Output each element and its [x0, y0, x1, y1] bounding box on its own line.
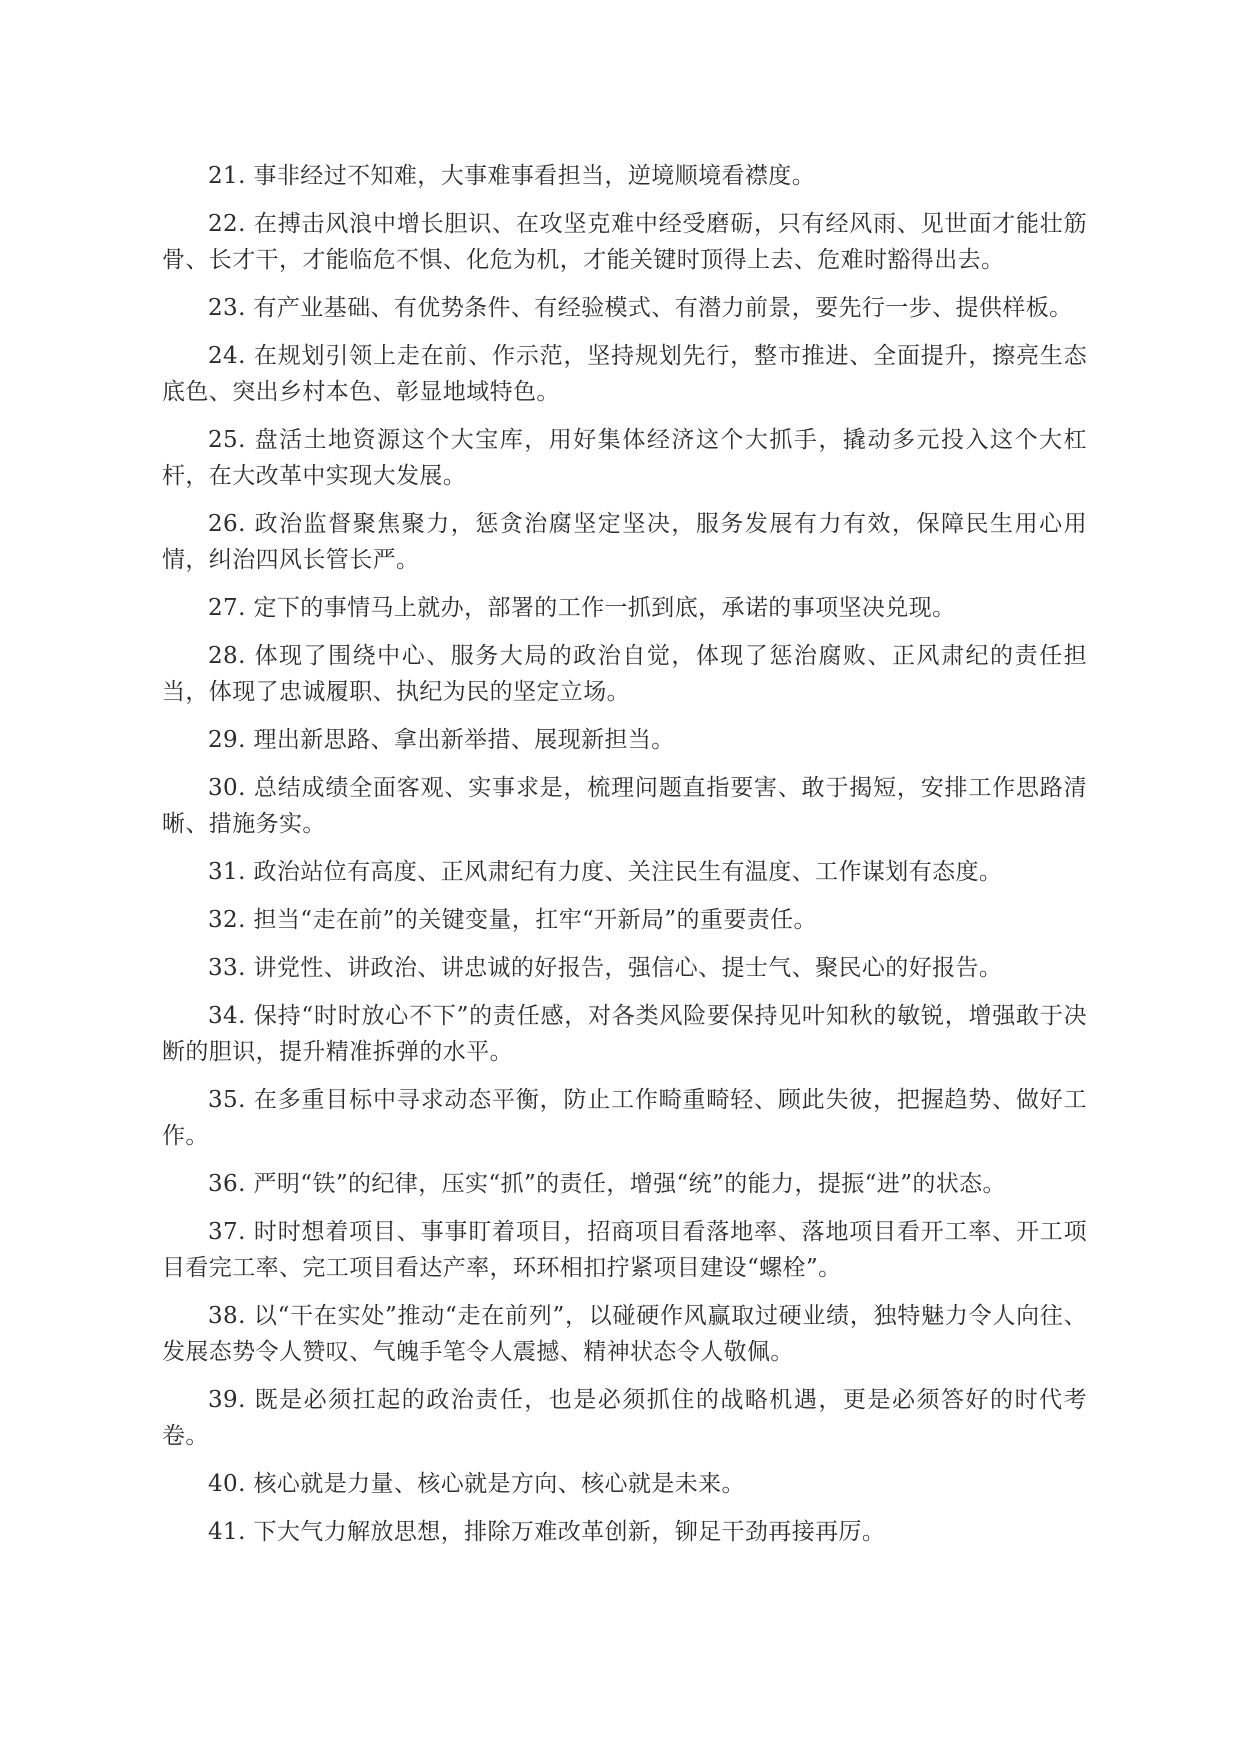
list-item: 36. 严明“铁”的纪律，压实“抓”的责任，增强“统”的能力，提振“进”的状态。 — [208, 1171, 1006, 1197]
list-item: 39. 既是必须扛起的政治责任，也是必须抓住的战略机遇，更是必须答好的时代考卷。 — [162, 1387, 1087, 1449]
list-item: 25. 盘活土地资源这个大宝库，用好集体经济这个大抓手，撬动多元投入这个大杠杆，在大改革中实现大发展。 — [162, 427, 1087, 489]
list-item: 37. 时时想着项目、事事盯着项目，招商项目看落地率、落地项目看开工率、开工项目看完工率、完工项目看达产率，环环相扣拧紧项目建设“螺栓”。 — [162, 1219, 1087, 1281]
list-item: 24. 在规划引领上走在前、作示范，坚持规划先行，整市推进、全面提升，擦亮生态底色、突出乡村本色、彰显地域特色。 — [162, 343, 1087, 405]
list-item: 33. 讲党性、讲政治、讲忠诚的好报告，强信心、提士气、聚民心的好报告。 — [208, 955, 1003, 981]
list-item: 22. 在搏击风浪中增长胆识、在攻坚克难中经受磨砺，只有经风雨、见世面才能壮筋骨、长才干，才能临危不惧、化危为机，才能关键时顶得上去、危难时豁得出去。 — [162, 211, 1087, 273]
list-item: 34. 保持“时时放心不下”的责任感，对各类风险要保持见叶知秋的敏锐，增强敢于决断的胆识，提升精准拆弹的水平。 — [162, 1003, 1087, 1065]
list-item: 28. 体现了围绕中心、服务大局的政治自觉，体现了惩治腐败、正风肃纪的责任担当，体现了忠诚履职、执纪为民的坚定立场。 — [162, 643, 1087, 705]
list-item: 35. 在多重目标中寻求动态平衡，防止工作畸重畸轻、顾此失彼，把握趋势、做好工作。 — [162, 1087, 1087, 1149]
list-item: 26. 政治监督聚焦聚力，惩贪治腐坚定坚决，服务发展有力有效，保障民生用心用情，纠治四风长管长严。 — [162, 511, 1087, 573]
list-item: 27. 定下的事情马上就办，部署的工作一抓到底，承诺的事项坚决兑现。 — [208, 595, 956, 621]
list-item: 21. 事非经过不知难，大事难事看担当，逆境顺境看襟度。 — [208, 163, 816, 189]
list-item: 32. 担当“走在前”的关键变量，扛牢“开新局”的重要责任。 — [208, 907, 817, 933]
text-body — [162, 158, 1087, 1562]
list-item: 40. 核心就是力量、核心就是方向、核心就是未来。 — [208, 1471, 745, 1497]
list-item: 23. 有产业基础、有优势条件、有经验模式、有潜力前景，要先行一步、提供样板。 — [208, 295, 1073, 321]
list-item: 38. 以“干在实处”推动“走在前列”，以碰硬作风赢取过硬业绩，独特魅力令人向往、发展态势令人赞叹、气魄手笔令人震撼、精神状态令人敬佩。 — [162, 1303, 1087, 1365]
list-item: 31. 政治站位有高度、正风肃纪有力度、关注民生有温度、工作谋划有态度。 — [208, 859, 1003, 885]
list-item: 30. 总结成绩全面客观、实事求是，梳理问题直指要害、敢于揭短，安排工作思路清晰、措施务实。 — [162, 775, 1087, 837]
list-item: 41. 下大气力解放思想，排除万难改革创新，铆足干劲再接再厉。 — [208, 1519, 886, 1545]
list-item: 29. 理出新思路、拿出新举措、展现新担当。 — [208, 727, 675, 753]
